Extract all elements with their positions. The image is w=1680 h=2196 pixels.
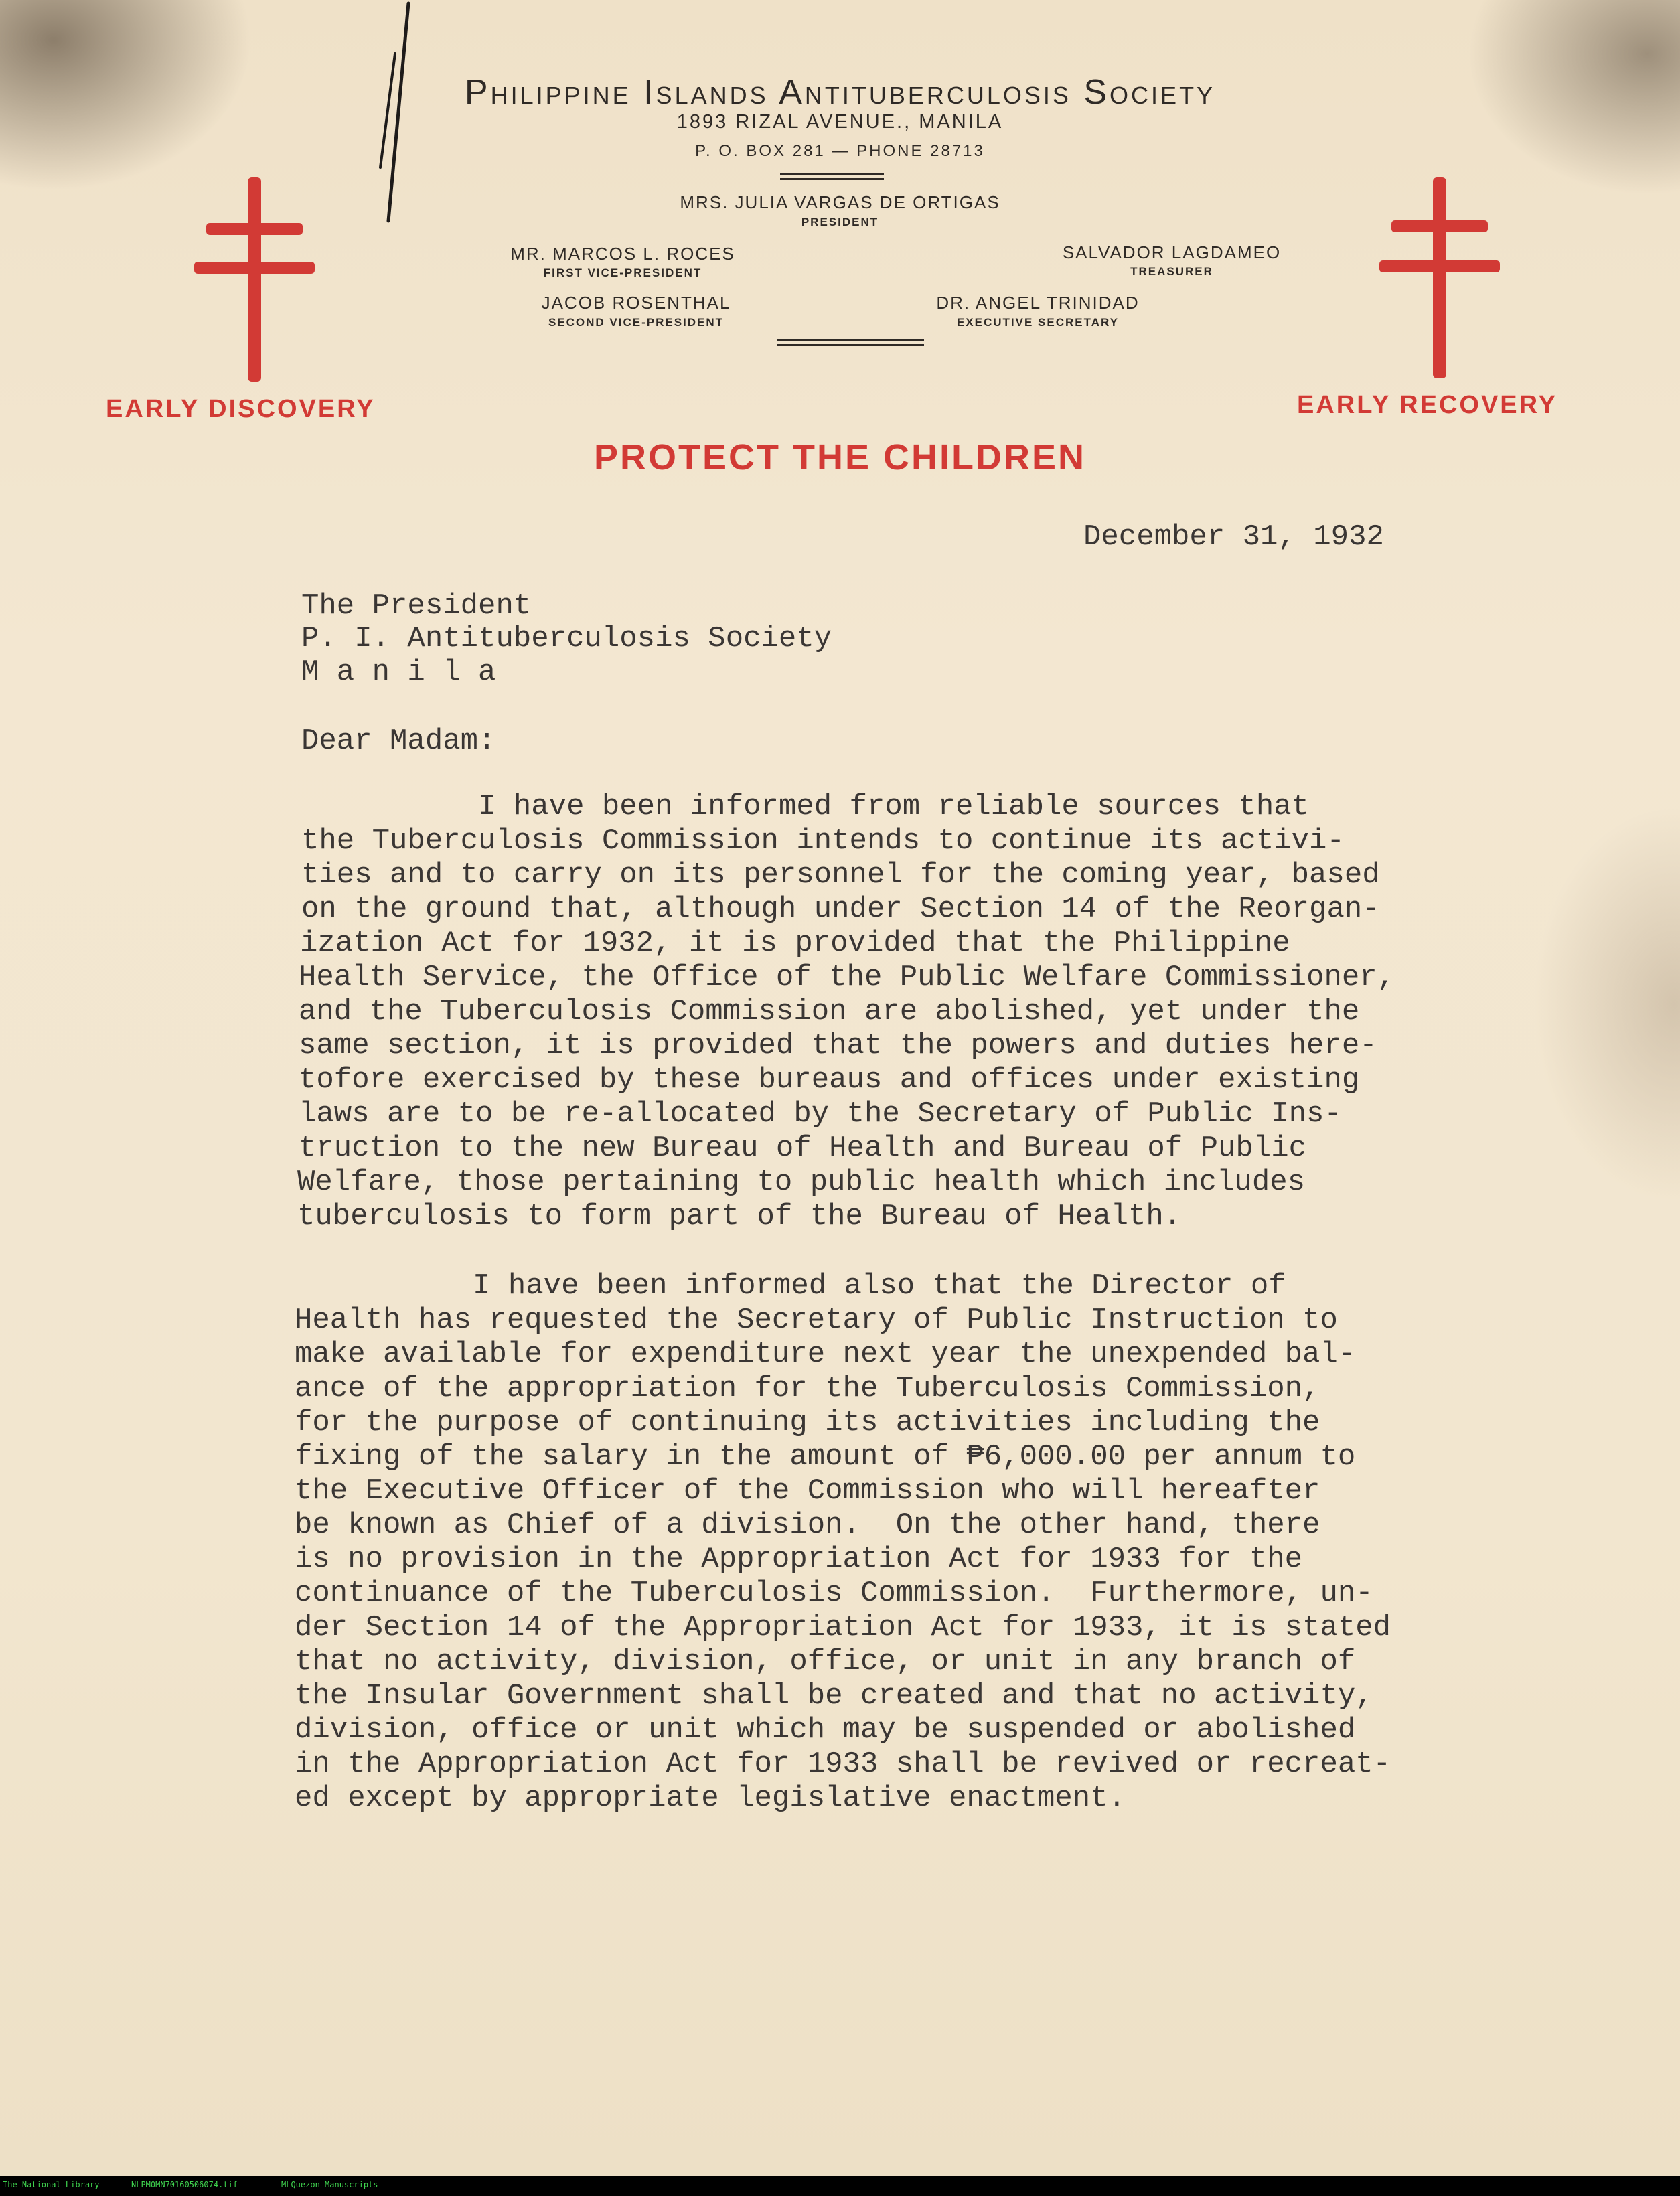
- paragraph-line: tuberculosis to form part of the Bureau of Health.: [297, 1200, 1182, 1233]
- paragraph-line: division, office or unit which may be suspended or abolished: [295, 1713, 1356, 1747]
- treasurer-name: SALVADOR LAGDAMEO: [1062, 242, 1282, 262]
- paragraph-line: for the purpose of continuing its activities including the: [295, 1406, 1320, 1439]
- paragraph-line: the Executive Officer of the Commission who will hereafter: [295, 1474, 1320, 1508]
- paragraph-line: ties and to carry on its personnel for the coming year, based: [301, 858, 1380, 892]
- paragraph-line: I have been informed also that the Director of: [296, 1269, 1286, 1303]
- paragraph-line: truction to the new Bureau of Health and Bureau of Public: [299, 1131, 1307, 1165]
- tagline-protect-the-children: PROTECT THE CHILDREN: [594, 437, 1086, 477]
- paragraph-line: I have been informed from reliable sources that: [301, 790, 1310, 824]
- paragraph-line: ed except by appropriate legislative enactment.: [295, 1782, 1126, 1815]
- organization-po-phone: P. O. BOX 281 — PHONE 28713: [695, 142, 985, 160]
- paragraph-line: Health has requested the Secretary of Public Instruction to: [295, 1304, 1338, 1337]
- scan-footer: [0, 2176, 1680, 2196]
- recipient-line: P. I. Antituberculosis Society: [301, 622, 832, 655]
- divider-rule: [780, 173, 884, 175]
- paragraph-line: ization Act for 1932, it is provided that the Philippine: [300, 927, 1290, 960]
- footer-library: The National Library: [3, 2180, 100, 2189]
- paragraph-line: same section, it is provided that the powers and duties here-: [299, 1029, 1377, 1063]
- president-name: MRS. JULIA VARGAS DE ORTIGAS: [680, 192, 1000, 212]
- organization-name: Philippine Islands Antituberculosis Society: [464, 73, 1216, 112]
- paragraph-line: that no activity, division, office, or unit in any branch of: [295, 1645, 1356, 1678]
- slogan-early-recovery: EARLY RECOVERY: [1297, 391, 1558, 419]
- letter-date: December 31, 1932: [1083, 520, 1384, 554]
- treasurer-role: TREASURER: [1130, 265, 1213, 278]
- paragraph-line: the Tuberculosis Commission intends to continue its activi-: [301, 824, 1345, 858]
- salutation: Dear Madam:: [301, 724, 496, 758]
- footer-collection: MLQuezon Manuscripts: [281, 2180, 378, 2189]
- paragraph-line: and the Tuberculosis Commission are abolished, yet under the: [299, 995, 1360, 1028]
- paragraph-line: is no provision in the Appropriation Act for 1933 for the: [295, 1543, 1303, 1576]
- first-vp-role: FIRST VICE-PRESIDENT: [543, 266, 702, 279]
- exec-secretary-role: EXECUTIVE SECRETARY: [956, 316, 1120, 329]
- footer-file: NLPM0MN70160506074.tif: [131, 2180, 238, 2189]
- paragraph-line: Welfare, those pertaining to public health which includes: [297, 1166, 1306, 1199]
- paragraph-line: make available for expenditure next year the unexpended bal-: [295, 1338, 1356, 1371]
- divider-rule: [777, 344, 924, 346]
- paragraph-line: in the Appropriation Act for 1933 shall be revived or recreat-: [295, 1747, 1391, 1781]
- exec-secretary-name: DR. ANGEL TRINIDAD: [936, 293, 1140, 313]
- paragraph-line: be known as Chief of a division. On the other hand, there: [295, 1508, 1320, 1542]
- paragraph-line: on the ground that, although under Section 14 of the Reorgan-: [301, 892, 1380, 926]
- recipient-line: The President: [301, 589, 532, 623]
- recipient-line: M a n i l a: [301, 655, 496, 689]
- paragraph-line: laws are to be re-allocated by the Secretary of Public Ins-: [299, 1097, 1342, 1131]
- paragraph-line: fixing of the salary in the amount of ₱6,000.00 per annum to: [295, 1440, 1356, 1474]
- paragraph-line: continuance of the Tuberculosis Commission. Furthermore, un-: [295, 1577, 1373, 1610]
- second-vp-role: SECOND VICE-PRESIDENT: [548, 316, 724, 329]
- paragraph-line: the Insular Government shall be created and that no activity,: [295, 1679, 1373, 1713]
- organization-address: 1893 RIZAL AVENUE., MANILA: [676, 111, 1004, 133]
- divider-rule: [777, 339, 924, 341]
- second-vp-name: JACOB ROSENTHAL: [541, 293, 731, 313]
- divider-rule: [780, 178, 884, 180]
- president-role: PRESIDENT: [801, 216, 879, 228]
- first-vp-name: MR. MARCOS L. ROCES: [510, 244, 735, 264]
- paragraph-line: der Section 14 of the Appropriation Act for 1933, it is stated: [295, 1611, 1391, 1644]
- paragraph-line: Health Service, the Office of the Public Welfare Commissioner,: [299, 961, 1395, 994]
- paragraph-line: tofore exercised by these bureaus and offices under existing: [299, 1063, 1360, 1097]
- slogan-early-discovery: EARLY DISCOVERY: [106, 395, 376, 423]
- paragraph-line: ance of the appropriation for the Tuberculosis Commission,: [295, 1372, 1320, 1405]
